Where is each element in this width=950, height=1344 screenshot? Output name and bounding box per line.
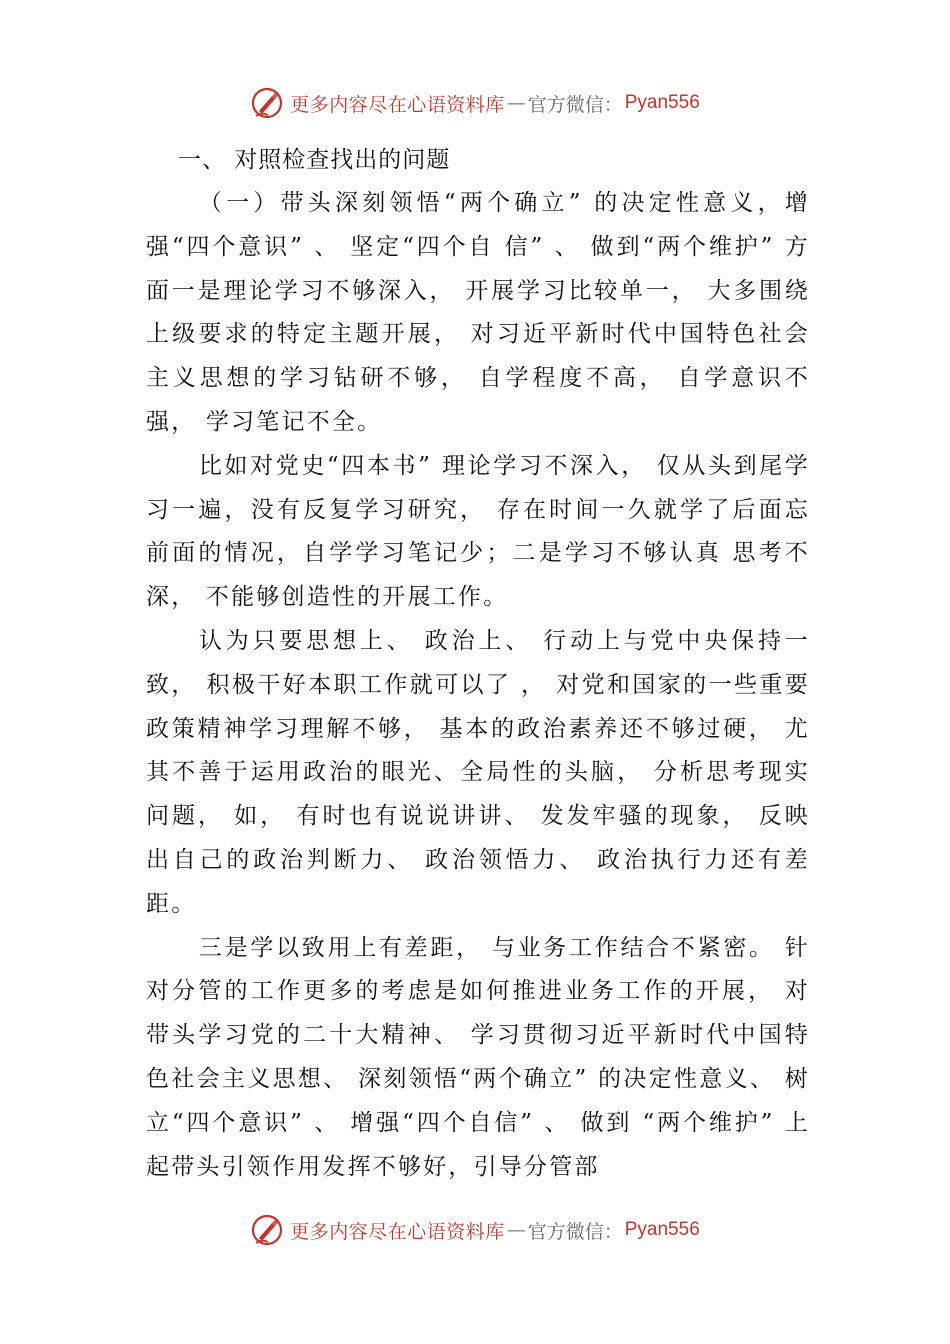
- header-contact-label: 官方微信：: [527, 93, 623, 116]
- footer-separator: —: [506, 1219, 526, 1241]
- header-banner: [0, 83, 950, 123]
- footer-wechat-id: Pyan556: [624, 1219, 700, 1240]
- paragraph-3: 认为只要思想上、 政治上、 行动上与党中央保持一致， 积极干好本职工作就可以了 ， 对党和国家的一些重要政策精神学习理解不够， 基本的政治素养还不够过硬， 尤其不善于运用政治的眼光、全局性的头脑， 分析思考现实问题， 如， 有时也有说说讲讲、 发发牢骚的现象， 反映出自己的政治判断力、 政治领悟力、 政治执行力还有差距。: [146, 627, 810, 917]
- header-wechat-id: Pyan556: [624, 92, 700, 113]
- document-body: [146, 138, 810, 1189]
- header-separator: —: [506, 92, 526, 114]
- footer-promo-text: 更多内容尽在心语资料库: [290, 1220, 505, 1243]
- paragraph-1: （一）带头深刻领悟“两个确立” 的决定性意义，增强“四个意识” 、 坚定“四个自 信” 、 做到“两个维护” 方面一是理论学习不够深入， 开展学习比较单一， 大多围绕上级要求的特定主题开展， 对习近平新时代中国特色社会主义思想的学习钻研不够， 自学程度不高， 自学意识不强， 学习笔记不全。: [146, 190, 810, 435]
- paragraph-2: 比如对党史“四本书” 理论学习不深入， 仅从头到尾学习一遍，没有反复学习研究， 存在时间一久就学了后面忘前面的情况，自学学习笔记少；二是学习不够认真 思考不深， 不能够创造性的开展工作。: [146, 452, 810, 611]
- section-heading: 一、 对照检查找出的问题: [178, 147, 451, 173]
- header-promo-text: 更多内容尽在心语资料库: [290, 93, 505, 116]
- pen-seal-icon: [250, 1213, 284, 1247]
- paragraph-4: 三是学以致用上有差距， 与业务工作结合不紧密。 针对分管的工作更多的考虑是如何推进业务工作的开展， 对带头学习党的二十大精神、 学习贯彻习近平新时代中国特色社会主义思想、 深刻领悟“两个确立” 的决定性意义、 树立“四个意识” 、 增强“四个自信” 、 做到 “两个维护” 上起带头引领作用发挥不够好，引导分管部: [146, 934, 810, 1180]
- pen-seal-icon: [250, 86, 284, 120]
- footer-contact-label: 官方微信：: [527, 1220, 623, 1243]
- footer-banner: [0, 1210, 950, 1250]
